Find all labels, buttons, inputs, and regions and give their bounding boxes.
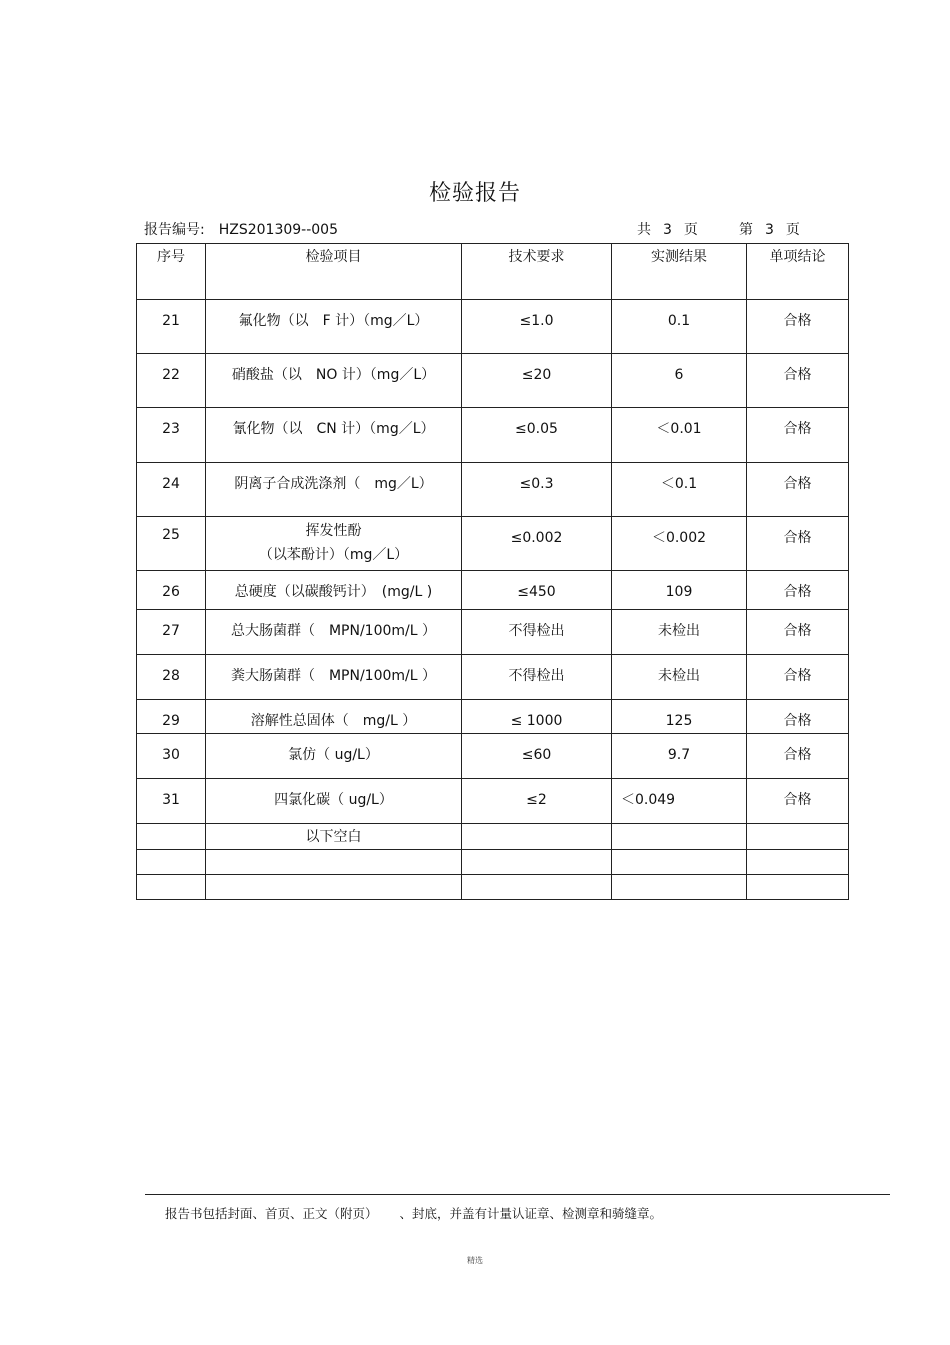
row-requirement: 不得检出 [462, 655, 612, 700]
footer-divider [145, 1194, 890, 1195]
row-result: ＜0.1 [612, 463, 747, 517]
total-pages-value: 3 [663, 222, 672, 238]
row-result: 未检出 [612, 610, 747, 655]
table-row [137, 734, 849, 779]
blank-note: 以下空白 [206, 824, 462, 850]
row-requirement: ≤ 1000 [462, 700, 612, 734]
row-item [206, 517, 462, 571]
row-item: 阴离子合成洗涤剂（ mg／L） [206, 463, 462, 517]
row-requirement: ≤20 [462, 354, 612, 408]
page-prefix: 第 [739, 222, 753, 238]
row-item: 氟化物（以 F 计）（mg／L） [206, 300, 462, 354]
empty-row [137, 850, 849, 875]
empty-row [137, 875, 849, 900]
row-conclusion: 合格 [747, 734, 849, 779]
table-row [137, 779, 849, 824]
footer-note [165, 1204, 662, 1222]
row-number: 25 [137, 517, 206, 571]
row-number: 22 [137, 354, 206, 408]
row-requirement: ≤2 [462, 779, 612, 824]
report-title: 检验报告 [428, 181, 521, 206]
total-suffix: 页 [683, 222, 698, 238]
row-requirement: 不得检出 [462, 610, 612, 655]
row-conclusion: 合格 [747, 655, 849, 700]
total-prefix: 共 [637, 222, 651, 238]
column-header-item: 检验项目 [206, 244, 462, 300]
row-requirement: ≤1.0 [462, 300, 612, 354]
table-row [137, 655, 849, 700]
table-row [137, 571, 849, 610]
table-row [137, 517, 849, 571]
row-conclusion: 合格 [747, 700, 849, 734]
total-pages [631, 219, 704, 239]
table-row [137, 700, 849, 734]
column-header-requirement: 技术要求 [462, 244, 612, 300]
table-row [137, 408, 849, 463]
page-value: 3 [765, 222, 774, 238]
report-number-label: 报告编号: [144, 222, 205, 238]
row-item: 溶解性总固体（ mg/L ） [206, 700, 462, 734]
row-result: 9.7 [612, 734, 747, 779]
row-requirement: ≤60 [462, 734, 612, 779]
table-header-row [137, 244, 849, 300]
row-item: 硝酸盐（以 NO 计）（mg／L） [206, 354, 462, 408]
table-row [137, 610, 849, 655]
row-conclusion: 合格 [747, 610, 849, 655]
report-number: HZS201309--005 [218, 222, 338, 238]
row-number: 26 [137, 571, 206, 610]
column-header-result: 实测结果 [612, 244, 747, 300]
page-suffix: 页 [785, 222, 800, 238]
table-row [137, 300, 849, 354]
inspection-table [136, 243, 849, 900]
blank-note-row [137, 824, 849, 850]
row-requirement: ≤0.3 [462, 463, 612, 517]
row-item-line1: 挥发性酚 [305, 523, 362, 539]
row-conclusion: 合格 [747, 300, 849, 354]
row-conclusion: 合格 [747, 463, 849, 517]
footer-note-part1: 报告书包括封面、首页、正文（附页） [165, 1206, 378, 1221]
row-result: 6 [612, 354, 747, 408]
table-row [137, 463, 849, 517]
row-result: ＜0.01 [612, 408, 747, 463]
row-number: 24 [137, 463, 206, 517]
row-item: 氰化物（以 CN 计）（mg／L） [206, 408, 462, 463]
table-row [137, 354, 849, 408]
row-number: 29 [137, 700, 206, 734]
report-number-line [144, 219, 338, 239]
row-item: 总硬度（以碳酸钙计） (mg/L ) [206, 571, 462, 610]
row-conclusion: 合格 [747, 571, 849, 610]
row-number: 27 [137, 610, 206, 655]
row-requirement: ≤450 [462, 571, 612, 610]
row-number: 23 [137, 408, 206, 463]
row-result: 109 [612, 571, 747, 610]
column-header-conclusion: 单项结论 [747, 244, 849, 300]
row-number: 21 [137, 300, 206, 354]
row-number: 28 [137, 655, 206, 700]
row-item: 粪大肠菌群（ MPN/100m/L ） [206, 655, 462, 700]
row-conclusion: 合格 [747, 517, 849, 571]
row-number: 30 [137, 734, 206, 779]
row-item: 氯仿（ ug/L） [206, 734, 462, 779]
row-result: 0.1 [612, 300, 747, 354]
current-page [733, 219, 806, 239]
row-conclusion: 合格 [747, 779, 849, 824]
row-requirement: ≤0.05 [462, 408, 612, 463]
row-item: 四氯化碳（ ug/L） [206, 779, 462, 824]
row-result: ＜0.049 [612, 779, 747, 824]
row-result: ＜0.002 [612, 517, 747, 571]
row-result: 125 [612, 700, 747, 734]
column-header-no: 序号 [137, 244, 206, 300]
row-number: 31 [137, 779, 206, 824]
row-result: 未检出 [612, 655, 747, 700]
row-item-line2: （以苯酚计）（mg／L） [258, 547, 409, 563]
footer-note-part2: 、封底，并盖有计量认证章、检测章和骑缝章。 [399, 1206, 663, 1221]
row-requirement: ≤0.002 [462, 517, 612, 571]
footer-stamp-text: 精选 [467, 1256, 483, 1265]
row-conclusion: 合格 [747, 354, 849, 408]
row-conclusion: 合格 [747, 408, 849, 463]
row-item: 总大肠菌群（ MPN/100m/L ） [206, 610, 462, 655]
